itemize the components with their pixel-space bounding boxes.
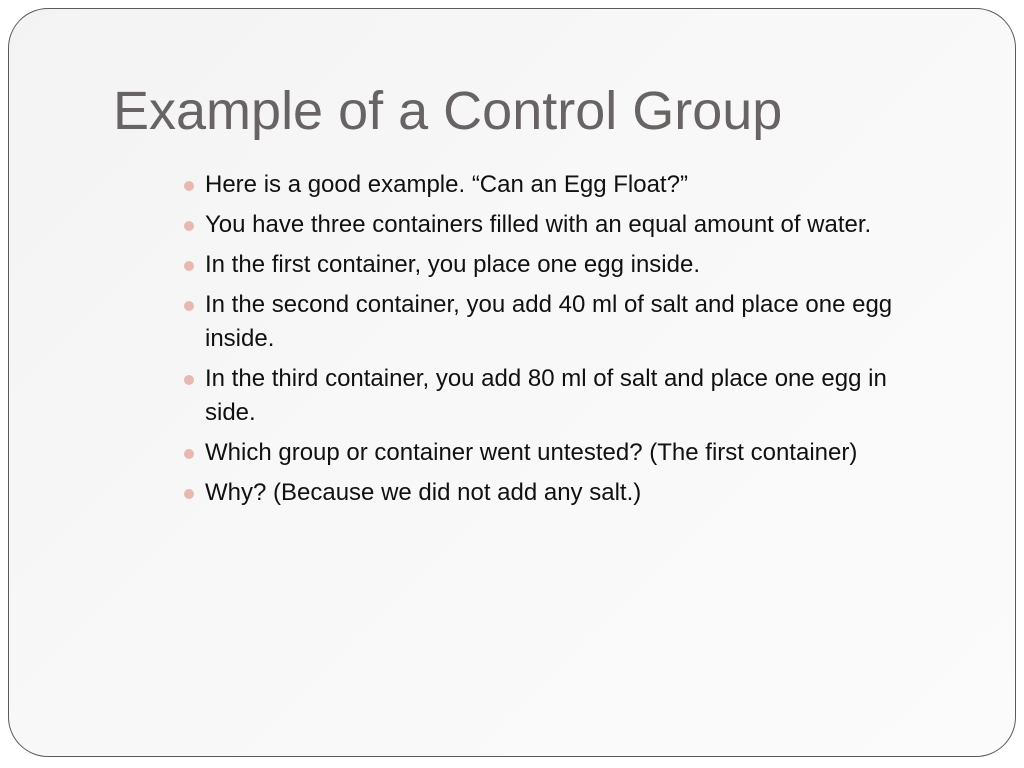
bullet-item: [184, 436, 944, 470]
bullet-dot-icon: [184, 181, 194, 191]
bullet-item: [184, 208, 944, 242]
bullet-item: [184, 248, 944, 282]
bullet-item: [184, 288, 944, 356]
bullet-text: Here is a good example. “Can an Egg Float?”: [205, 171, 688, 198]
slide-title: Example of a Control Group: [113, 81, 783, 141]
bullet-dot-icon: [184, 375, 194, 385]
bullet-text: In the first container, you place one egg inside.: [205, 251, 700, 278]
bullet-text: You have three containers filled with an equal amount of water.: [205, 211, 872, 238]
bullet-item: [184, 362, 944, 430]
bullet-dot-icon: [184, 301, 194, 311]
bullet-list: [184, 168, 944, 516]
bullet-text: In the third container, you add 80 ml of salt and place one egg in side.: [205, 365, 887, 426]
bullet-dot-icon: [184, 489, 194, 499]
bullet-text: Why? (Because we did not add any salt.): [205, 479, 642, 506]
bullet-dot-icon: [184, 449, 194, 459]
bullet-item: [184, 476, 944, 510]
bullet-dot-icon: [184, 221, 194, 231]
bullet-dot-icon: [184, 261, 194, 271]
bullet-item: [184, 168, 944, 202]
bullet-text: In the second container, you add 40 ml of salt and place one egg inside.: [205, 291, 893, 352]
bullet-text: Which group or container went untested? (The first container): [205, 439, 858, 466]
